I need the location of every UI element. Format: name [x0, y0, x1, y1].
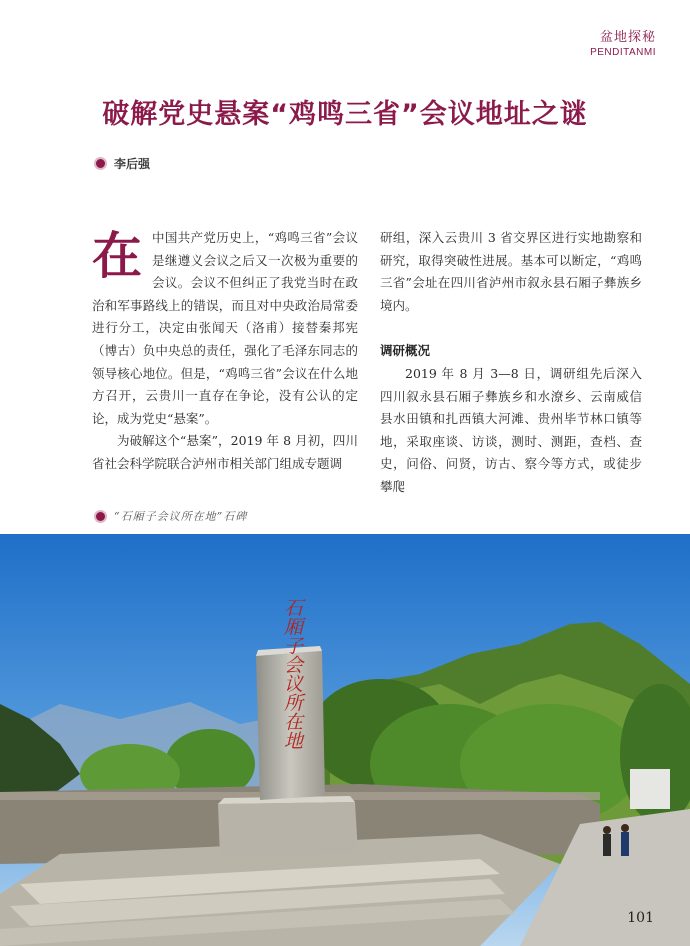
page-number: 101	[627, 910, 654, 926]
stele-photo	[0, 534, 690, 946]
text-column-left	[92, 227, 358, 476]
section-title-cn: 盆地探秘	[599, 30, 656, 45]
bullet-icon	[94, 157, 107, 170]
author-name: 李后强	[114, 157, 151, 171]
text-column-right	[380, 227, 642, 499]
section-title-en: PENDITANMI	[590, 47, 656, 58]
photo-caption	[94, 508, 247, 524]
author-line	[94, 155, 150, 172]
caption-bullet-icon	[94, 510, 107, 523]
paragraph-1-text: 中国共产党历史上，“鸡鸣三省”会议是继遵义会议之后又一次极为重要的会议。会议不但纠正了我党当时在政治和军事路线上的错误，而且对中央政治局常委进行分工，决定由张闻天（洛甫）接替秦邦宪（博古）负中央总的责任，强化了毛泽东同志的领导核心地位。但是，“鸡鸣三省”会议在什么地方召开，云贵川一直存在争论，没有公认的定论，成为党史“悬案”。	[92, 230, 358, 426]
section-tag	[590, 26, 656, 58]
paragraph-4: 2019 年 8 月 3—8 日，调研组先后深入四川叙永县石厢子彝族乡和水潦乡、云南威信县水田镇和扎西镇大河滩、贵州毕节林口镇等地，采取座谈、访谈，测时、测距，查档、查史，问俗、问贤，访古、察今等方式，或徒步攀爬	[380, 365, 642, 494]
drop-cap: 在	[92, 226, 142, 285]
article-title: 破解党史悬案“鸡鸣三省”会议地址之谜	[102, 99, 588, 130]
caption-text: “石厢子会议所在地”石碑	[114, 510, 248, 523]
stele-landscape-image	[0, 534, 690, 946]
paragraph-2: 为破解这个“悬案”，2019 年 8 月初，四川省社会科学院联合泸州市相关部门组成专题调	[92, 433, 358, 471]
paragraph-3: 研组，深入云贵川 3 省交界区进行实地勘察和研究，取得突破性进展。基本可以断定，“鸡鸣三省”会址在四川省泸州市叙永县石厢子彝族乡境内。	[380, 230, 642, 313]
section-subhead: 调研概况	[380, 343, 431, 359]
stele-inscription: 石厢子会议所在地	[281, 598, 303, 750]
paragraph-1	[92, 227, 358, 430]
